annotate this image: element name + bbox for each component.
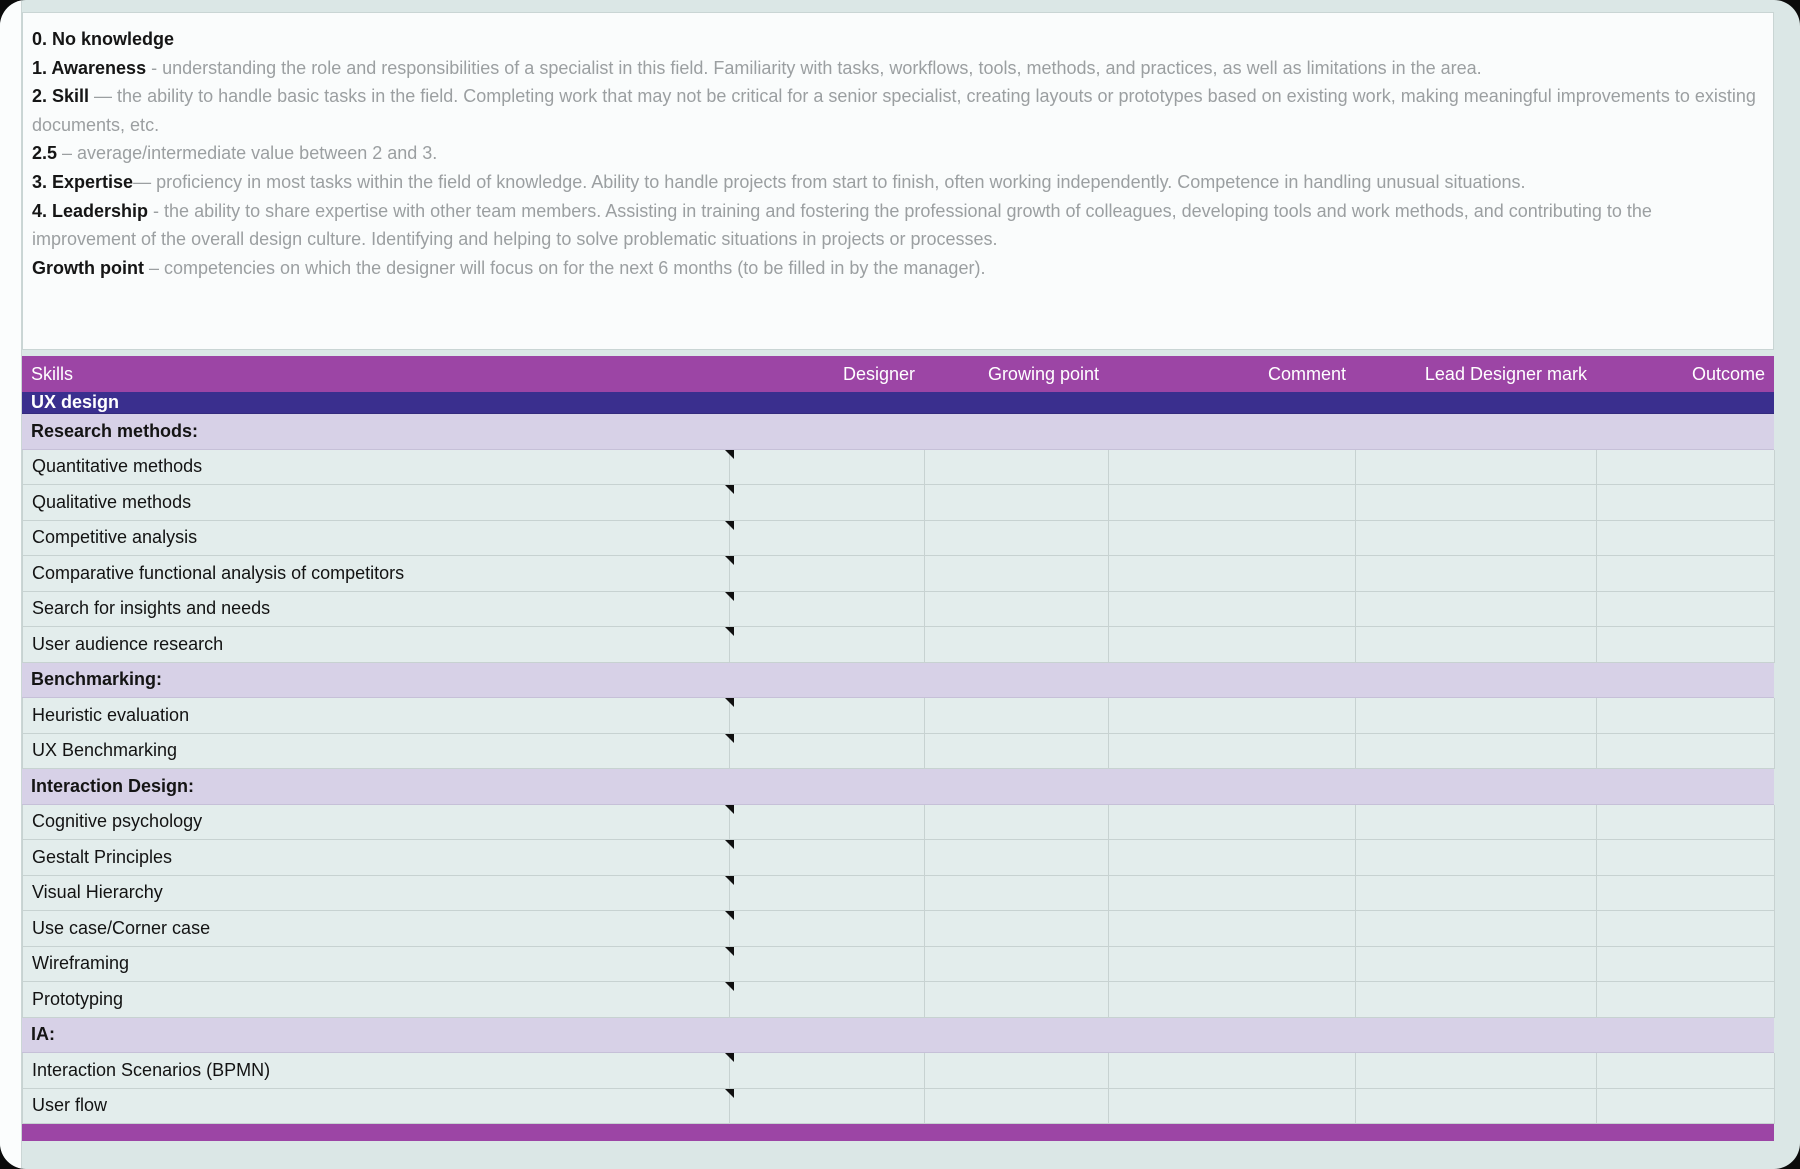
growing-point-cell[interactable] [925, 485, 1109, 521]
note-marker-icon [725, 840, 734, 849]
outcome-cell[interactable] [1597, 982, 1775, 1018]
designer-cell[interactable] [730, 911, 925, 947]
legend-term: 2. Skill [32, 86, 90, 107]
lead-designer-mark-cell[interactable] [1356, 982, 1597, 1018]
designer-cell[interactable] [730, 947, 925, 983]
outcome-cell[interactable] [1597, 521, 1775, 557]
growing-point-cell[interactable] [925, 450, 1109, 486]
lead-designer-mark-cell[interactable] [1356, 556, 1597, 592]
skill-name-cell[interactable] [23, 450, 730, 486]
skill-name-cell[interactable] [23, 1053, 730, 1089]
designer-cell[interactable] [730, 876, 925, 912]
skill-label: Use case/Corner case [32, 917, 211, 938]
lead-designer-mark-cell[interactable] [1356, 485, 1597, 521]
designer-cell[interactable] [730, 627, 925, 663]
skill-name-cell[interactable] [23, 485, 730, 521]
lead-designer-mark-cell[interactable] [1356, 805, 1597, 841]
comment-cell[interactable] [1109, 450, 1356, 486]
growing-point-cell[interactable] [925, 698, 1109, 734]
outcome-cell[interactable] [1597, 627, 1775, 663]
skill-label: User audience research [32, 633, 224, 654]
skill-name-cell[interactable] [23, 734, 730, 770]
legend-item [32, 54, 1757, 83]
note-marker-icon [725, 556, 734, 565]
next-row-partial[interactable] [22, 1124, 1774, 1141]
skill-name-cell[interactable] [23, 627, 730, 663]
note-marker-icon [725, 592, 734, 601]
comment-cell[interactable] [1109, 627, 1356, 663]
outcome-cell[interactable] [1597, 450, 1775, 486]
skill-label: Interaction Scenarios (BPMN) [32, 1059, 271, 1080]
lead-designer-mark-cell[interactable] [1356, 450, 1597, 486]
legend-desc: – competencies on which the designer will focus on for the next 6 months (to be filled in by the manager). [143, 257, 986, 278]
column-header-comment[interactable]: Comment [1267, 363, 1346, 384]
designer-cell[interactable] [730, 450, 925, 486]
section-label: IA: [31, 1024, 55, 1045]
section-row[interactable] [22, 663, 1774, 699]
outcome-cell[interactable] [1597, 556, 1775, 592]
skill-row [22, 1089, 1774, 1125]
group-label: UX design [31, 392, 120, 412]
lead-designer-mark-cell[interactable] [1356, 876, 1597, 912]
section-row[interactable] [22, 1018, 1774, 1054]
skill-label: Quantitative methods [32, 456, 203, 477]
comment-cell[interactable] [1109, 911, 1356, 947]
comment-cell[interactable] [1109, 592, 1356, 628]
comment-cell[interactable] [1109, 805, 1356, 841]
column-header-designer[interactable]: Designer [842, 363, 915, 384]
note-marker-icon [725, 876, 734, 885]
skill-row [22, 521, 1774, 557]
note-marker-icon [725, 1089, 734, 1098]
skill-name-cell[interactable] [23, 911, 730, 947]
column-header-outcome[interactable]: Outcome [1691, 363, 1765, 384]
legend-item [32, 168, 1757, 197]
note-marker-icon [725, 627, 734, 636]
skill-row [22, 592, 1774, 628]
skill-label: Wireframing [32, 953, 130, 974]
skill-row [22, 698, 1774, 734]
skill-label: UX Benchmarking [32, 740, 178, 761]
legend-item [32, 254, 1757, 283]
outcome-cell[interactable] [1597, 911, 1775, 947]
note-marker-icon [725, 485, 734, 494]
growing-point-cell[interactable] [925, 1089, 1109, 1125]
legend-term: 0. No knowledge [32, 29, 175, 49]
legend-term: 1. Awareness [32, 57, 147, 78]
comment-cell[interactable] [1109, 1089, 1356, 1125]
comment-cell[interactable] [1109, 947, 1356, 983]
note-marker-icon [725, 450, 734, 459]
designer-cell[interactable] [730, 592, 925, 628]
skill-name-cell[interactable] [23, 947, 730, 983]
growing-point-cell[interactable] [925, 521, 1109, 557]
skill-name-cell[interactable] [23, 521, 730, 557]
designer-cell[interactable] [730, 734, 925, 770]
sheet-left-margin [0, 0, 22, 1169]
comment-cell[interactable] [1109, 876, 1356, 912]
skill-name-cell[interactable] [23, 556, 730, 592]
growing-point-cell[interactable] [925, 1053, 1109, 1089]
legend-desc: - the ability to share expertise with other team members. Assisting in training and fostering the professional growth of colleagues, developing tools and work methods, and contributing to the improvement of the overall design culture. Identifying and helping to solve problematic situations in projects or processes. [32, 200, 1652, 250]
skill-name-cell[interactable] [23, 982, 730, 1018]
table-body [22, 414, 1774, 1124]
growing-point-cell[interactable] [925, 876, 1109, 912]
section-row[interactable] [22, 769, 1774, 805]
table-header-row [22, 356, 1774, 392]
skill-label: Heuristic evaluation [32, 704, 190, 725]
lead-designer-mark-cell[interactable] [1356, 947, 1597, 983]
outcome-cell[interactable] [1597, 876, 1775, 912]
note-marker-icon [725, 734, 734, 743]
skill-name-cell[interactable] [23, 805, 730, 841]
legend-item [32, 25, 1757, 54]
designer-cell[interactable] [730, 982, 925, 1018]
designer-cell[interactable] [730, 556, 925, 592]
section-label: Interaction Design: [31, 775, 195, 796]
outcome-cell[interactable] [1597, 485, 1775, 521]
legend-desc: - understanding the role and responsibilities of a specialist in this field. Familiarity with tasks, workflows, tools, methods, and practices, as well as limitations in the area. [146, 57, 1482, 78]
column-header-growing-point[interactable]: Growing point [987, 363, 1099, 384]
designer-cell[interactable] [730, 1089, 925, 1125]
outcome-cell[interactable] [1597, 1053, 1775, 1089]
growing-point-cell[interactable] [925, 982, 1109, 1018]
skill-label: User flow [32, 1095, 108, 1116]
comment-cell[interactable] [1109, 1053, 1356, 1089]
legend-term: Growth point [32, 257, 144, 278]
note-marker-icon [725, 947, 734, 956]
legend-desc: — proficiency in most tasks within the field of knowledge. Ability to handle projects from start to finish, often working independently. Competence in handling unusual situations. [133, 171, 1526, 192]
note-marker-icon [725, 1053, 734, 1062]
section-row[interactable] [22, 414, 1774, 450]
legend-desc: — the ability to handle basic tasks in the field. Completing work that may not be critical for a senior specialist, creating layouts or prototypes based on existing work, making meaningful improvements to existing documents, etc. [32, 86, 1756, 135]
comment-cell[interactable] [1109, 485, 1356, 521]
growing-point-cell[interactable] [925, 947, 1109, 983]
outcome-cell[interactable] [1597, 592, 1775, 628]
note-marker-icon [725, 698, 734, 707]
skill-row [22, 556, 1774, 592]
lead-designer-mark-cell[interactable] [1356, 521, 1597, 557]
lead-designer-mark-cell[interactable] [1356, 698, 1597, 734]
skill-label: Search for insights and needs [32, 598, 271, 619]
skill-name-cell[interactable] [23, 840, 730, 876]
skill-name-cell[interactable] [23, 876, 730, 912]
skill-label: Comparative functional analysis of competitors [32, 562, 405, 583]
comment-cell[interactable] [1109, 734, 1356, 770]
legend-term: 3. Expertise [32, 171, 134, 192]
growing-point-cell[interactable] [925, 592, 1109, 628]
comment-cell[interactable] [1109, 840, 1356, 876]
skill-name-cell[interactable] [23, 1089, 730, 1125]
designer-cell[interactable] [730, 698, 925, 734]
skill-label: Visual Hierarchy [32, 882, 163, 903]
outcome-cell[interactable] [1597, 805, 1775, 841]
legend-desc: – average/intermediate value between 2 and 3. [57, 143, 438, 164]
growing-point-cell[interactable] [925, 734, 1109, 770]
skill-row [22, 450, 1774, 486]
outcome-cell[interactable] [1597, 1089, 1775, 1125]
skill-label: Prototyping [32, 988, 124, 1009]
skill-row [22, 840, 1774, 876]
outcome-cell[interactable] [1597, 734, 1775, 770]
designer-cell[interactable] [730, 805, 925, 841]
comment-cell[interactable] [1109, 556, 1356, 592]
skill-label: Qualitative methods [32, 491, 192, 512]
comment-cell[interactable] [1109, 698, 1356, 734]
designer-cell[interactable] [730, 521, 925, 557]
outcome-cell[interactable] [1597, 698, 1775, 734]
growing-point-cell[interactable] [925, 911, 1109, 947]
designer-cell[interactable] [730, 840, 925, 876]
skill-row [22, 947, 1774, 983]
lead-designer-mark-cell[interactable] [1356, 592, 1597, 628]
note-marker-icon [725, 982, 734, 991]
legend-item [32, 197, 1757, 254]
legend-term: 4. Leadership [32, 200, 149, 221]
legend-item [32, 82, 1757, 139]
growing-point-cell[interactable] [925, 840, 1109, 876]
skill-label: Gestalt Principles [32, 846, 173, 867]
skill-row [22, 911, 1774, 947]
skill-row [22, 734, 1774, 770]
growing-point-cell[interactable] [925, 805, 1109, 841]
skill-label: Competitive analysis [32, 527, 198, 548]
group-row-ux-design[interactable] [22, 392, 1774, 414]
skill-row [22, 876, 1774, 912]
outcome-cell[interactable] [1597, 840, 1775, 876]
skill-label: Cognitive psychology [32, 811, 203, 832]
note-marker-icon [725, 911, 734, 920]
growing-point-cell[interactable] [925, 556, 1109, 592]
comment-cell[interactable] [1109, 521, 1356, 557]
lead-designer-mark-cell[interactable] [1356, 840, 1597, 876]
lead-designer-mark-cell[interactable] [1356, 911, 1597, 947]
skill-name-cell[interactable] [23, 592, 730, 628]
section-label: Benchmarking: [31, 669, 163, 690]
lead-designer-mark-cell[interactable] [1356, 1089, 1597, 1125]
skill-row [22, 485, 1774, 521]
lead-designer-mark-cell[interactable] [1356, 1053, 1597, 1089]
column-header-lead-designer-mark[interactable]: Lead Designer mark [1424, 363, 1587, 384]
column-header-skills[interactable]: Skills [31, 363, 74, 384]
skill-name-cell[interactable] [23, 698, 730, 734]
legend-term: 2.5 [32, 143, 58, 164]
legend[interactable] [22, 12, 1774, 350]
section-label: Research methods: [31, 420, 199, 441]
skill-row [22, 805, 1774, 841]
growing-point-cell[interactable] [925, 627, 1109, 663]
note-marker-icon [725, 521, 734, 530]
skill-row [22, 982, 1774, 1018]
skill-row [22, 627, 1774, 663]
note-marker-icon [725, 805, 734, 814]
designer-cell[interactable] [730, 1053, 925, 1089]
skill-row [22, 1053, 1774, 1089]
designer-cell[interactable] [730, 485, 925, 521]
legend-item [32, 139, 1757, 168]
comment-cell[interactable] [1109, 982, 1356, 1018]
lead-designer-mark-cell[interactable] [1356, 627, 1597, 663]
lead-designer-mark-cell[interactable] [1356, 734, 1597, 770]
skills-table [22, 356, 1774, 1141]
outcome-cell[interactable] [1597, 947, 1775, 983]
